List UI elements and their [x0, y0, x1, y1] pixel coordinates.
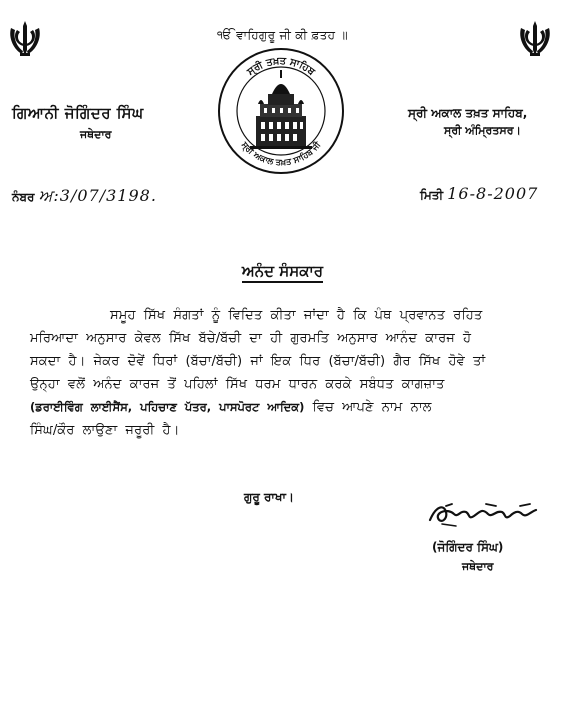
body-line — [30, 396, 550, 419]
signatory-name: (ਜੋਗਿੰਦਰ ਸਿੰਘ) — [432, 540, 504, 554]
body-line: ਸਕਦਾ ਹੈ। ਜੇਕਰ ਦੋਵੇਂ ਧਿਰਾਂ (ਬੱਚਾ/ਬੱਚੀ) ਜਾਂ ਇਕ ਧਿਰ (ਬੱਚਾ/ਬੱਚੀ) ਗੈਰ ਸਿੱਖ ਹੋਵੇ ਤਾਂ — [30, 354, 486, 369]
reference-label: ਨੰਬਰ — [12, 190, 35, 204]
body-paragraph — [30, 304, 550, 442]
date-label: ਮਿਤੀ — [420, 188, 444, 202]
reference-number — [12, 186, 157, 206]
signatory-title: ਜਥੇਦਾਰ — [462, 560, 494, 573]
seal-top-text: ਸ੍ਰੀ ਤਖ਼ਤ ਸਾਹਿਬ — [245, 55, 317, 78]
documents-list: (ਡਰਾਈਵਿੰਗ ਲਾਈਸੈਂਸ, ਪਹਿਚਾਣ ਪੱਤਰ, ਪਾਸਪੋਰਟ ਆਦਿਕ) — [30, 400, 305, 414]
akal-takht-seal-logo — [214, 44, 348, 178]
address-line-2: ਸ੍ਰੀ ਅੰਮ੍ਰਿਤਸਰ। — [444, 124, 521, 137]
body-line-rest: ਵਿਚ ਆਪਣੇ ਨਾਮ ਨਾਲ — [304, 400, 432, 415]
body-line: ਸਿੰਘ/ਕੌਰ ਲਾਉਣਾ ਜਰੂਰੀ ਹੈ। — [30, 423, 180, 438]
sender-title: ਜਥੇਦਾਰ — [80, 128, 112, 141]
khanda-icon — [8, 20, 42, 60]
heading-text: ਅਨੰਦ ਸੰਸਕਾਰ — [242, 262, 323, 283]
seal-bottom-text: ਸ੍ਰੀ ਅਕਾਲ ਤਖ਼ਤ ਸਾਹਿਬ ਜੀ — [238, 140, 324, 169]
closing-text: ਗੁਰੂ ਰਾਖਾ। — [244, 490, 294, 504]
handwritten-signature — [426, 498, 546, 532]
letter-date — [420, 184, 538, 203]
date-value: 16-8-2007 — [447, 184, 539, 203]
body-line: ਉਨ੍ਹਾ ਵਲੋਂ ਅਨੰਦ ਕਾਰਜ ਤੋਂ ਪਹਿਲਾਂ ਸਿੱਖ ਧਰਮ ਧਾਰਨ ਕਰਕੇ ਸਬੰਧਤ ਕਾਗਜ਼ਾਤ — [30, 377, 445, 392]
invocation-text: ੴ ਵਾਹਿਗੁਰੂ ਜੀ ਕੀ ਫ਼ਤਹ ॥ — [217, 28, 348, 42]
address-line-1: ਸ੍ਰੀ ਅਕਾਲ ਤਖ਼ਤ ਸਾਹਿਬ, — [408, 106, 528, 120]
khanda-icon — [518, 20, 552, 60]
sender-name: ਗਿਆਨੀ ਜੋਗਿੰਦਰ ਸਿੰਘ — [12, 104, 144, 122]
body-line: ਮਰਿਆਦਾ ਅਨੁਸਾਰ ਕੇਵਲ ਸਿੱਖ ਬੱਚੇ/ਬੱਚੀ ਦਾ ਹੀ ਗੁਰਮਤਿ ਅਨੁਸਾਰ ਆਨੰਦ ਕਾਰਜ ਹੋ — [30, 331, 472, 346]
reference-value: ਅ:3/07/3198. — [38, 186, 157, 205]
body-line: ਸਮੂਹ ਸਿੱਖ ਸੰਗਤਾਂ ਨੂੰ ਵਿਦਿਤ ਕੀਤਾ ਜਾਂਦਾ ਹੈ ਕਿ ਪੰਥ ਪ੍ਰਵਾਨਤ ਰਹਿਤ — [110, 308, 483, 323]
letter-heading — [0, 262, 565, 280]
